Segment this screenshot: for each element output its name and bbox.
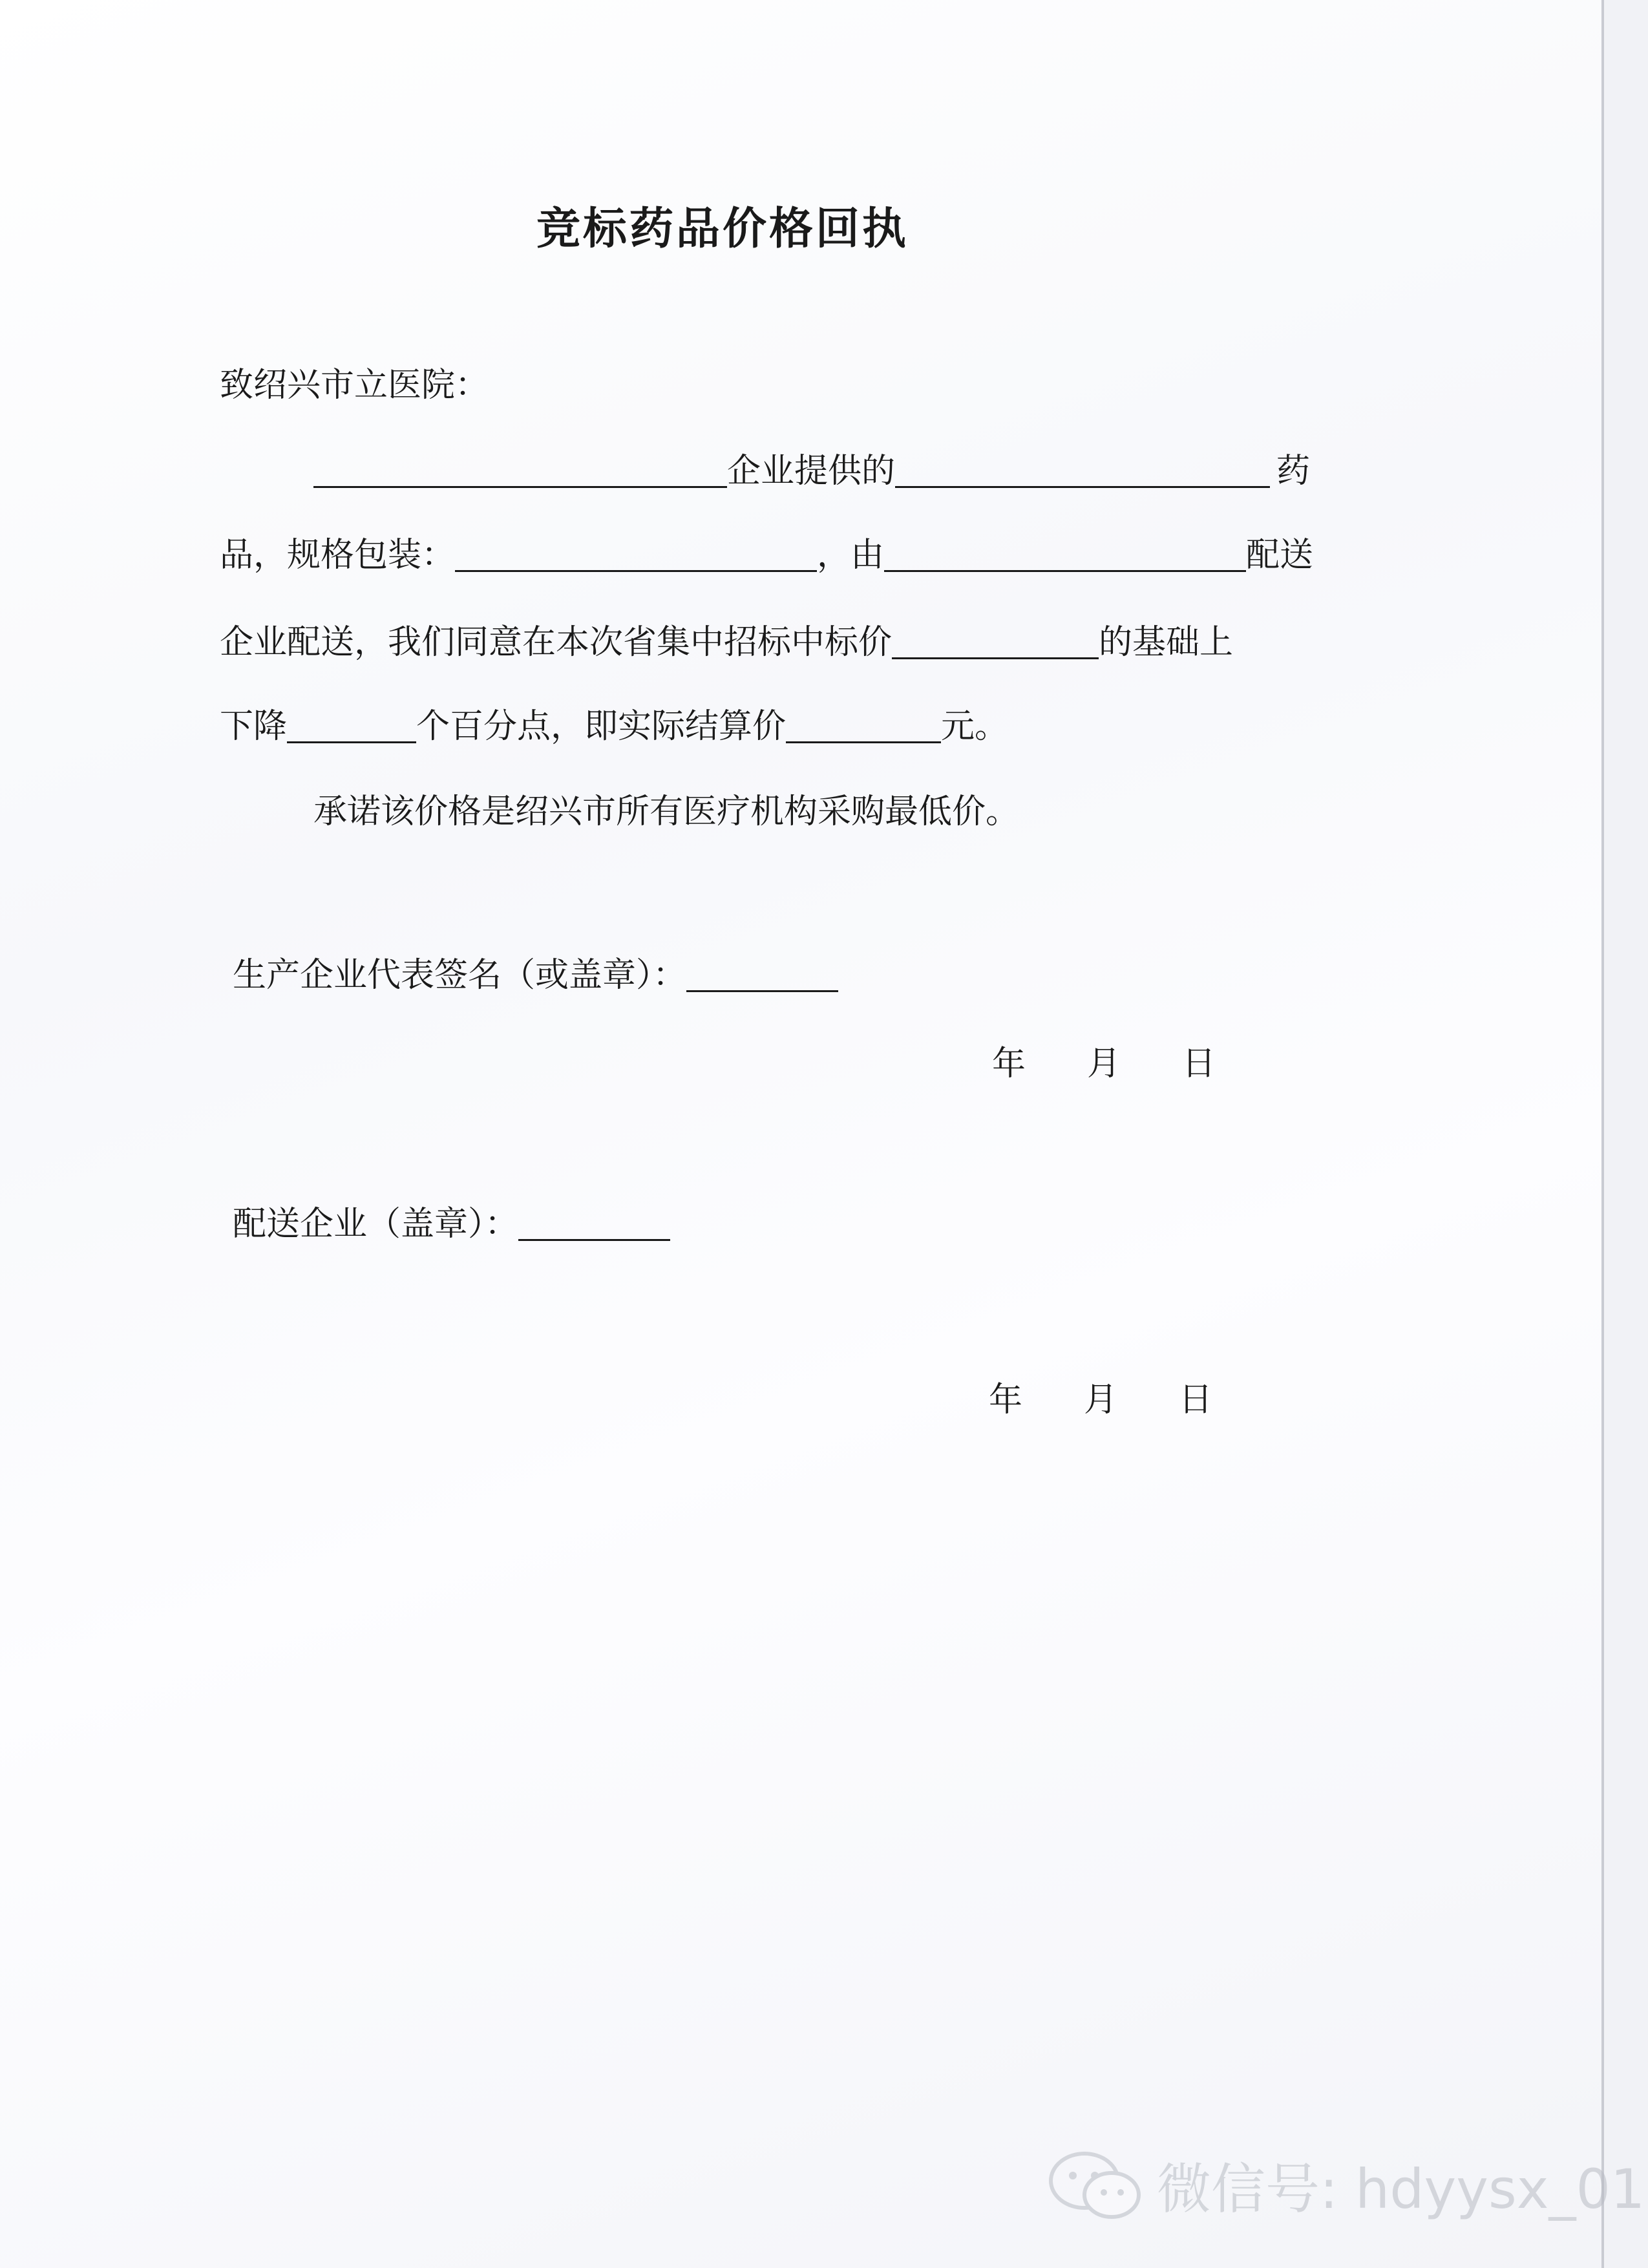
paragraph-line-4 [220, 707, 1009, 746]
wechat-icon [1047, 2150, 1144, 2221]
text-segment: 药 [1276, 452, 1311, 491]
drug-name-blank[interactable] [895, 452, 1270, 488]
date-month-label: 月 [1084, 1381, 1118, 1419]
winning-price-blank[interactable] [892, 624, 1099, 659]
manufacturer-signature-line [233, 956, 838, 995]
text-segment: 配送 [1246, 536, 1314, 575]
text-segment: 下降 [220, 707, 288, 746]
distributor-signature-blank[interactable] [518, 1205, 670, 1241]
scan-background [1604, 0, 1648, 2268]
text-segment: 元。 [941, 707, 1009, 746]
manufacturer-signature-blank[interactable] [686, 957, 838, 992]
text-segment: ，由 [817, 536, 885, 575]
distributor-signature-label: 配送企业（盖章）： [233, 1205, 519, 1244]
text-segment: 品，规格包装： [220, 536, 456, 575]
discount-percent-blank[interactable] [287, 708, 416, 743]
date-day-label: 日 [1179, 1381, 1213, 1419]
paragraph-line-2 [220, 536, 1314, 575]
date-line-1 [992, 1044, 1216, 1083]
enterprise-name-blank[interactable] [313, 452, 727, 488]
document-title: 竞标药品价格回执 [536, 203, 909, 255]
settlement-price-blank[interactable] [786, 708, 941, 743]
distributor-name-blank[interactable] [884, 536, 1246, 572]
manufacturer-signature-label: 生产企业代表签名（或盖章）： [233, 956, 687, 995]
text-segment: 企业配送，我们同意在本次省集中招标中标价 [220, 623, 893, 662]
text-segment: 的基础上 [1099, 623, 1234, 662]
salutation: 致绍兴市立医院： [220, 366, 489, 405]
date-year-label: 年 [992, 1044, 1026, 1083]
distributor-signature-line [233, 1205, 670, 1244]
promise-statement: 承诺该价格是绍兴市所有医疗机构采购最低价。 [313, 792, 1020, 831]
date-day-label: 日 [1182, 1044, 1216, 1083]
date-year-label: 年 [989, 1381, 1023, 1419]
watermark [1047, 2146, 1645, 2224]
spec-package-blank[interactable] [455, 536, 817, 572]
date-month-label: 月 [1087, 1044, 1121, 1083]
paragraph-line-3 [220, 623, 1234, 662]
watermark-text: 微信号: hdyysx_01 [1157, 2157, 1645, 2221]
text-segment: 企业提供的 [727, 452, 896, 491]
date-line-2 [989, 1383, 1212, 1417]
text-segment: 个百分点，即实际结算价 [416, 707, 787, 746]
paragraph-line-1 [313, 452, 1311, 491]
